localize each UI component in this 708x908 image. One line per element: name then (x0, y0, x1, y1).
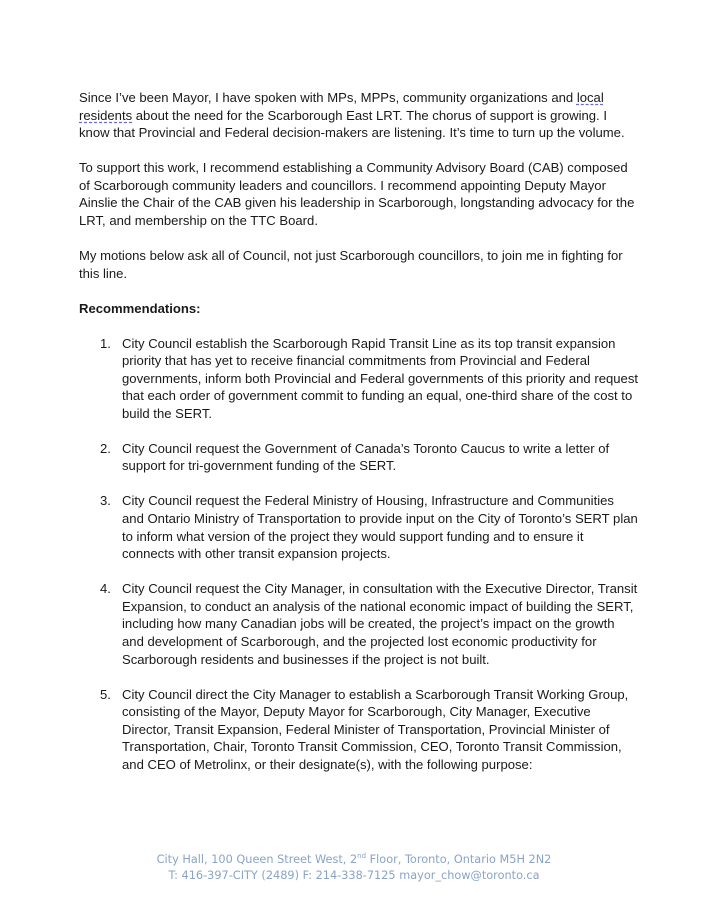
recommendation-number: 5. (100, 686, 111, 702)
recommendation-number: 4. (100, 581, 111, 597)
recommendation-number: 2. (100, 440, 111, 456)
recommendation-item (79, 686, 639, 774)
recommendation-number: 1. (100, 335, 111, 351)
recommendations-heading: Recommendations: (79, 300, 201, 316)
recommendation-text: City Council establish the Scarborough Rapid Transit Line as its top transit expansion priority that has yet to receive financial commitments from Provincial and Federal governments, inform both Provincial and Federal governments of this priority and request that each order of government commit to funding an equal, one-third share of the cost to build the SERT. (122, 335, 639, 421)
footer-contact: T: 416-397-CITY (2489) F: 214-338-7125 mayor_chow@toronto.ca (168, 869, 540, 882)
paragraph-motions: My motions below ask all of Council, not just Scarborough councillors, to join me in fighting for this line. (79, 247, 623, 281)
paragraph-intro-end: about the need for the Scarborough East LRT. The chorus of support is growing. I know that Provincial and Federal decision-makers are listening. It’s time to turn up the volume. (79, 107, 625, 141)
recommendation-text: City Council request the Federal Ministry of Housing, Infrastructure and Communities and Ontario Ministry of Transportation to provide input on the City of Toronto’s SERT plan to inform what version of the project they would support funding and to ensure it connects with other transit expansion projects. (122, 493, 638, 562)
footer-address-superscript: nd (357, 852, 367, 861)
recommendation-item (79, 440, 639, 475)
recommendation-item (79, 492, 639, 562)
paragraph-intro (79, 89, 639, 142)
footer-address-start: City Hall, 100 Queen Street West, 2 (156, 853, 358, 866)
document-body (79, 89, 639, 791)
recommendation-text: City Council request the Government of Canada’s Toronto Caucus to write a letter of support for tri-government funding of the SERT. (122, 440, 610, 474)
paragraph-intro-start: Since I’ve been Mayor, I have spoken with MPs, MPPs, community organizations and (79, 90, 577, 105)
spellcheck-underlined-text[interactable]: local residents (79, 90, 604, 123)
footer-address-end: Floor, Toronto, Ontario M5H 2N2 (366, 853, 552, 866)
recommendation-text: City Council direct the City Manager to establish a Scarborough Transit Working Group, consisting of the Mayor, Deputy Mayor for Scarborough, City Manager, Executive Director, Transit Expansion, Federal Minister of Transportation, Provincial Minister of Transportation, Chair, Toronto Transit Commission, CEO, Toronto Transit Commission, and CEO of Metrolinx, or their designate(s), with the following purpose: (122, 686, 629, 772)
paragraph-advisory-board: To support this work, I recommend establishing a Community Advisory Board (CAB) composed of Scarborough community leaders and councillors. I recommend appointing Deputy Mayor Ainslie the Chair of the CAB given his leadership in Scarborough, longstanding advocacy for the LRT, and membership on the TTC Board. (79, 160, 635, 228)
recommendation-number: 3. (100, 493, 111, 509)
recommendation-text: City Council request the City Manager, in consultation with the Executive Director, Transit Expansion, to conduct an analysis of the national economic impact of building the SERT, including how many Canadian jobs will be created, the project’s impact on the growth and development of Scarborough, and the projected lost economic productivity for Scarborough residents and businesses if the project is not built. (122, 581, 638, 667)
recommendations-list (79, 335, 639, 774)
recommendation-item (79, 335, 639, 423)
footer-address (0, 851, 708, 868)
recommendation-item (79, 580, 639, 668)
